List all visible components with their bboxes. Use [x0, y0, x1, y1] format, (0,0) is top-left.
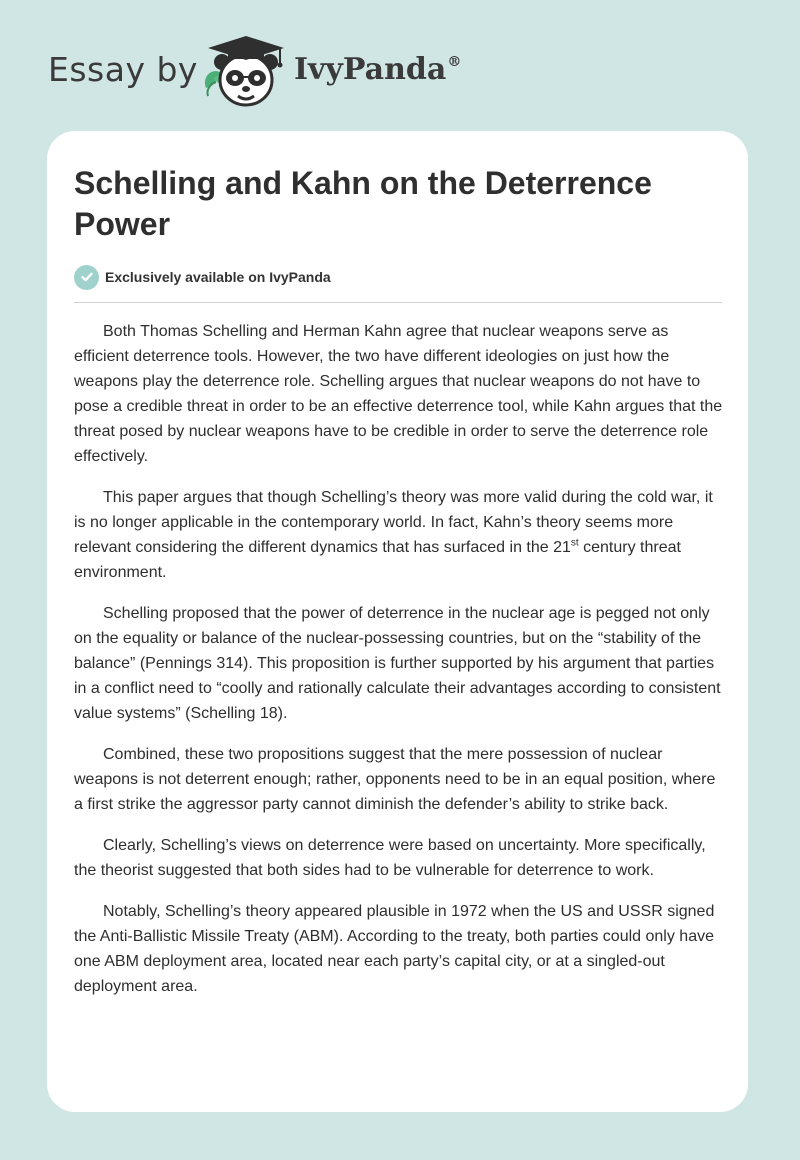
paragraph: Notably, Schelling’s theory appeared plausible in 1972 when the US and USSR signed the Anti-Ballistic Missile Treaty (ABM). According to the treaty, both parties could only have one ABM deployment area, located near each party’s capital city, or at a singled-out deployment area.: [74, 903, 715, 995]
paragraph: Clearly, Schelling’s views on deterrence were based on uncertainty. More specifically, the theorist suggested that both sides had to be vulnerable for deterrence to work.: [74, 837, 706, 879]
brand-name: IvyPanda®: [294, 52, 462, 87]
ordinal-superscript: st: [570, 537, 579, 549]
divider: [74, 302, 722, 303]
exclusive-badge-text: Exclusively available on IvyPanda: [105, 269, 331, 285]
essay-body: [74, 319, 726, 1015]
brand-header: [48, 34, 508, 114]
paragraph: Schelling proposed that the power of deterrence in the nuclear age is pegged not only on the equality or balance of the nuclear-possessing countries, but on the “stability of the balance” (Pennings 314). This proposition is further supported by his argument that parties in a conflict need to “coolly and rationally calculate their advantages according to consistent value systems” (Schelling 18).: [74, 605, 721, 722]
essay-card: [47, 131, 748, 1112]
registered-mark: ®: [447, 54, 462, 70]
essay-title: Schelling and Kahn on the Deterrence Power: [74, 165, 652, 242]
paragraph: This paper argues that though Schelling’s theory was more valid during the cold war, it is no longer applicable in the contemporary world. In fact, Kahn’s theory seems more relevant considering the different dynamics that has surfaced in the 21st century threat environment.: [74, 489, 713, 581]
brand-prefix: Essay by: [48, 50, 198, 89]
check-circle-icon: [74, 265, 99, 290]
paragraph: Combined, these two propositions suggest that the mere possession of nuclear weapons is not deterrent enough; rather, opponents need to be in an equal position, where a first strike the aggressor party cannot diminish the defender’s ability to strike back.: [74, 746, 716, 813]
paragraph: Both Thomas Schelling and Herman Kahn agree that nuclear weapons serve as efficient deterrence tools. However, the two have different ideologies on just how the weapons play the deterrence role. Schelling argues that nuclear weapons do not have to pose a credible threat in order to be an effective deterrence tool, while Kahn argues that the threat posed by nuclear weapons have to be credible in order to serve the deterrence role effectively.: [74, 323, 723, 465]
panda-graduate-logo-icon: [200, 34, 292, 110]
exclusive-badge: [74, 263, 331, 291]
